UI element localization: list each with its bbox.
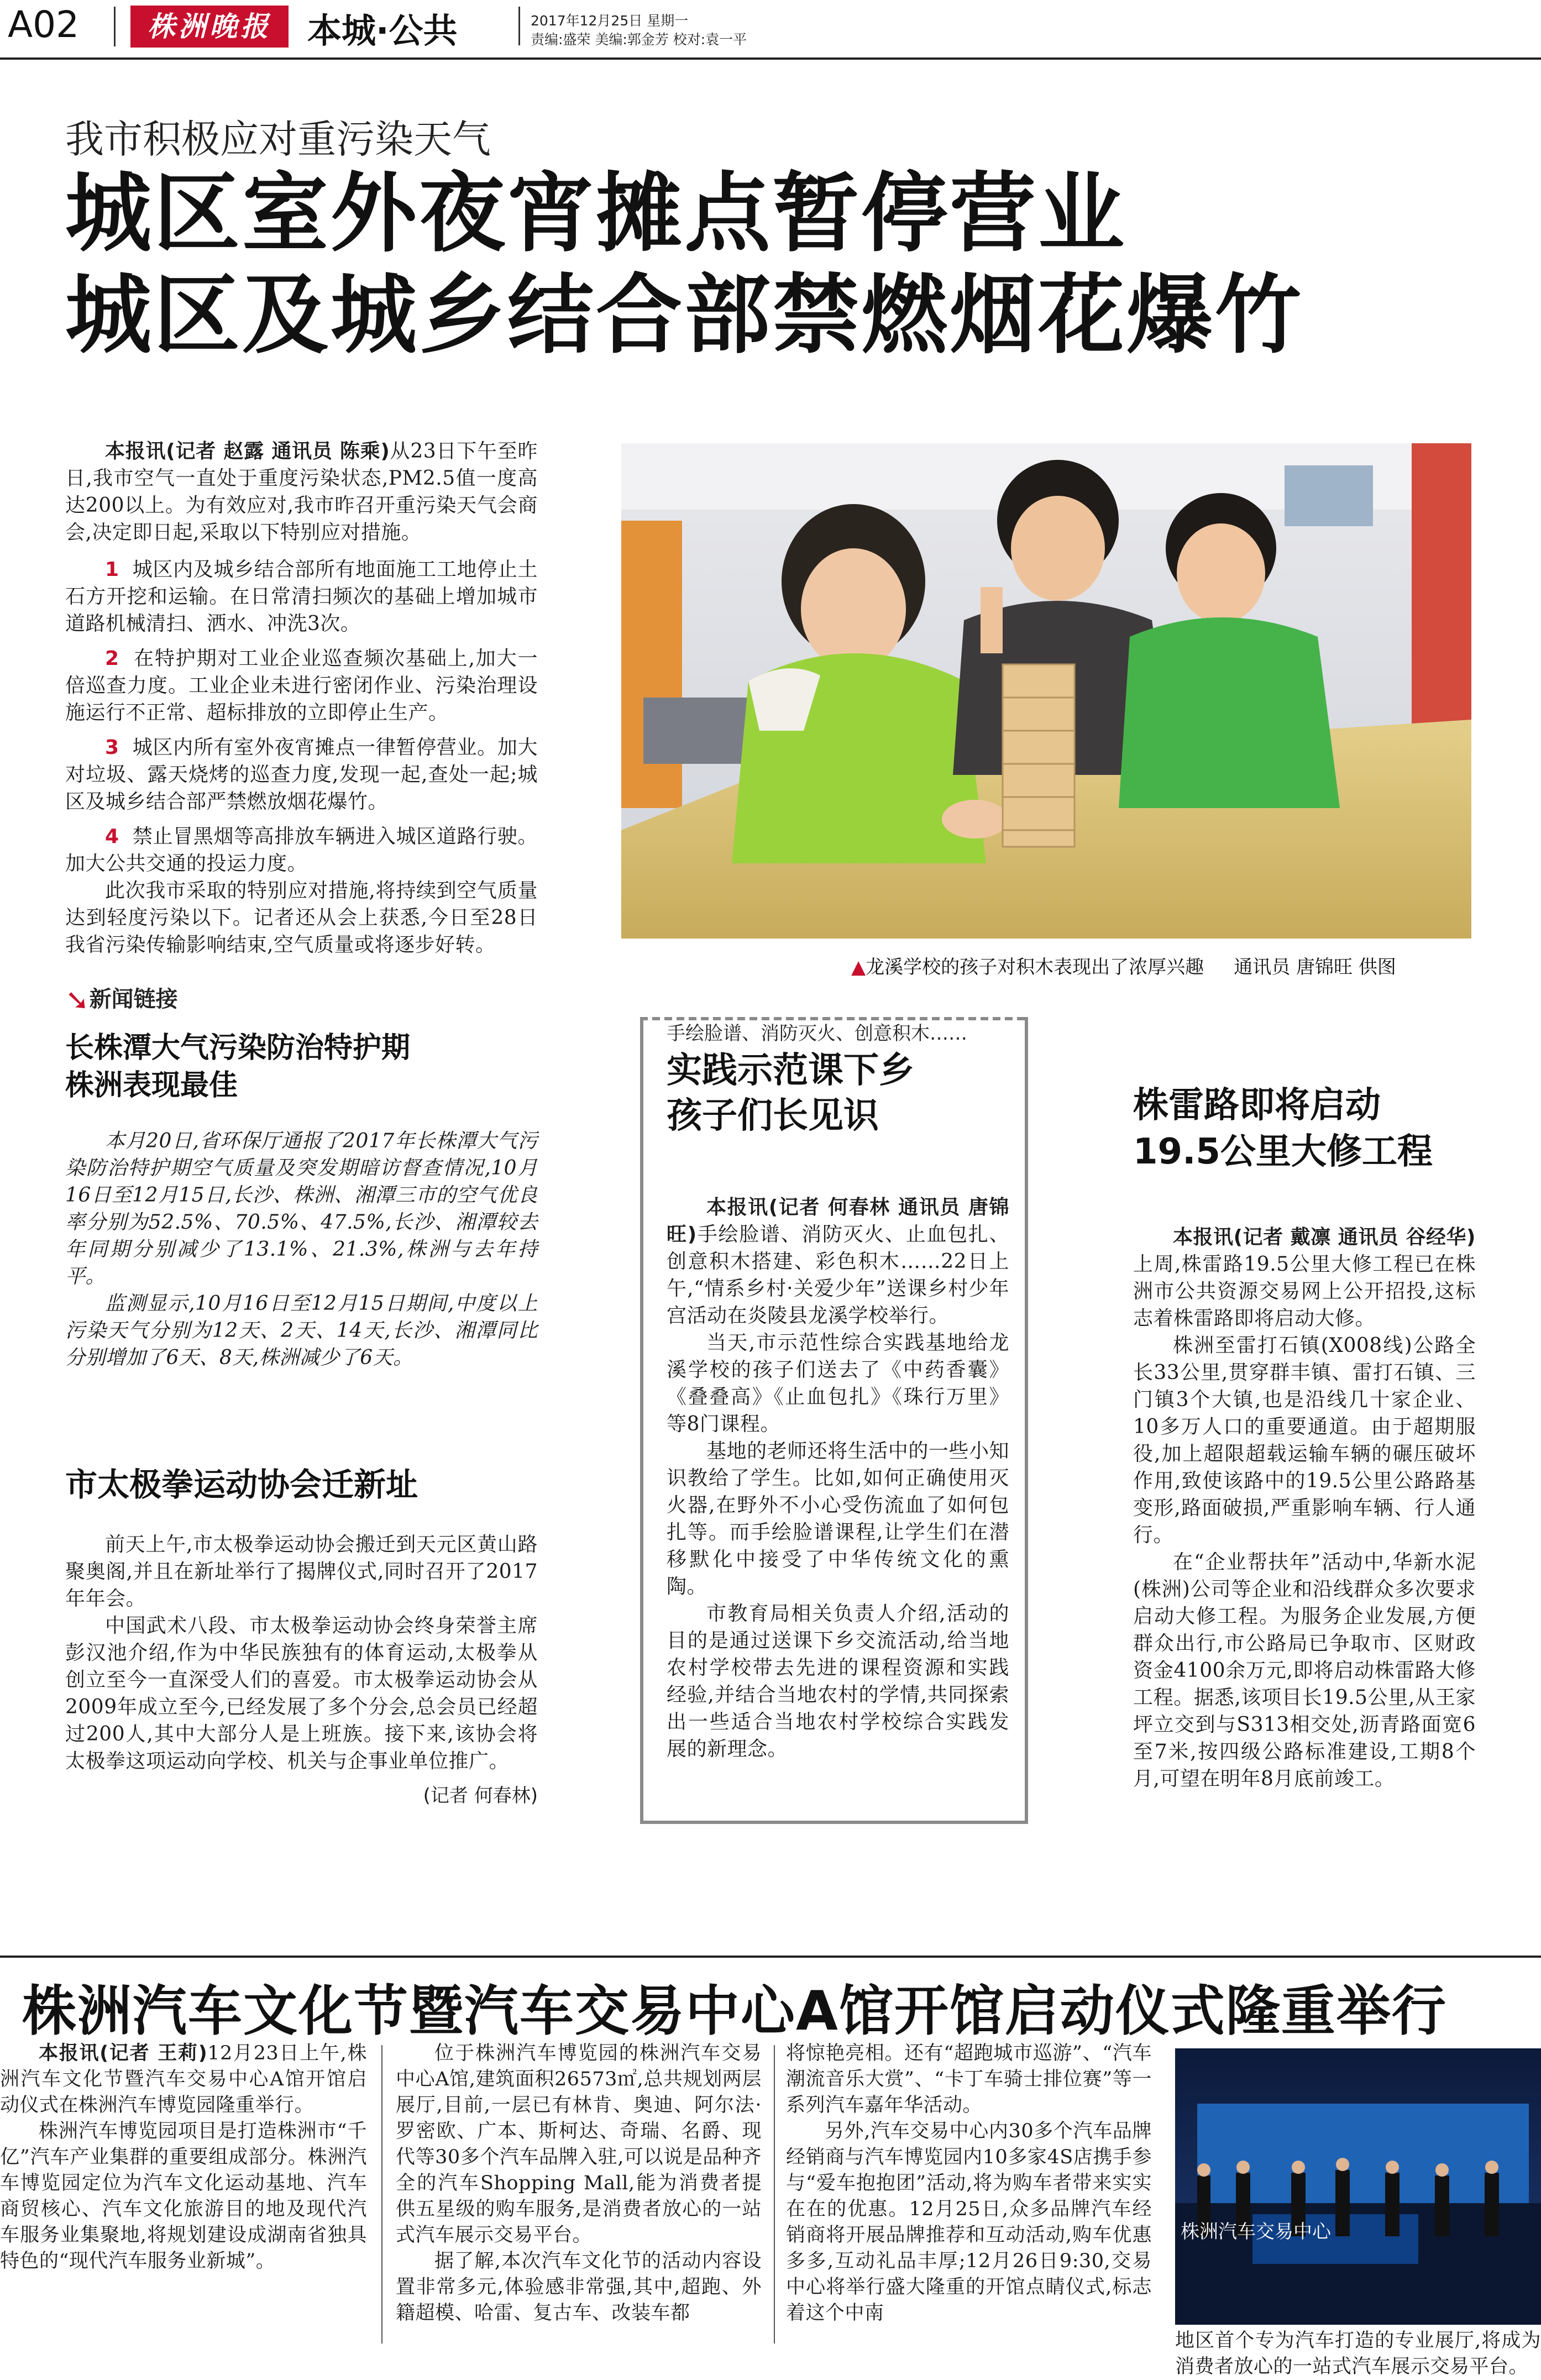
- section-rule: [0, 1956, 1541, 1958]
- byline: 本报讯(记者 戴凛 通讯员 谷经华): [1173, 1226, 1476, 1249]
- caption-triangle-icon: ▲: [851, 956, 866, 978]
- lead-headline-line2: 城区及城乡结合部禁燃烟花爆竹: [65, 265, 1303, 365]
- page-number: A02: [8, 3, 80, 46]
- arrow-icon: ➘: [65, 984, 90, 1017]
- stage-sign-text: 株洲汽车交易中心: [1181, 2221, 1331, 2243]
- news-link-title-line1: 长株潭大气污染防治特护期: [65, 1031, 411, 1065]
- newspaper-logo: 株洲晚报: [130, 6, 289, 48]
- lead-story-body: [65, 438, 538, 958]
- section-title: 本城·公共: [307, 11, 458, 51]
- road-body: 本报讯(记者 戴凛 通讯员 谷经华)上周,株雷路19.5公里大修工程已在株洲市公共资源交易网上公开招投,这标志着株雷路即将启动大修。 株洲至雷打石镇(X008线)公路全长33公里,贯穿群丰镇、雷打石镇、三门镇3个大镇,也是沿线几十家企业、10多万人口的重要通道。由于超期服役,加上超限超载运输车辆的碾压破坏作用,致使该路中的19.5公里公路路基变形,路面破损,严重影响车辆、行人通行。 在“企业帮扶年”活动中,华新水泥(株洲)公司等企业和沿线群众多次要求启动大修工程。为服务企业发展,方便群众出行,市公路局已争取市、区财政资金4100余万元,即将启动株雷路大修工程。据悉,该项目长19.5公里,从王家坪立交到与S313相交处,沥青路面宽6至7米,按四级公路标准建设,工期8个月,可望在明年8月底前竣工。: [1133, 1224, 1476, 1792]
- practice-body: 本报讯(记者 何春林 通讯员 唐锦旺)手绘脸谱、消防灭火、止血包扎、创意积木搭建、彩色积木……22日上午,“情系乡村·关爱少年”送课乡村少年宫活动在炎陵县龙溪学校举行。 当天,市示范性综合实践基地给龙溪学校的孩子们送去了《中药香囊》《叠叠高》《止血包扎》《珠行万里》等8门课程。 基地的老师还将生活中的一些小知识教给了学生。比如,如何正确使用灭火器,在野外不小心受伤流血了如何包扎等。而手绘脸谱课程,让学生们在潜移默化中接受了中华传统文化的熏陶。 市教育局相关负责人介绍,活动的目的是通过送课下乡交流活动,给当地农村学校带去先进的课程资源和实践经验,并结合当地农村的学情,共同探索出一些适合当地农村学校综合实践发展的新理念。: [667, 1194, 1009, 1763]
- measure-number: 3: [105, 736, 119, 759]
- lead-closing: 此次我市采取的特别应对措施,将持续到空气质量达到轻度污染以下。记者还从会上获悉,今日至28日我省污染传输影响结束,空气质量或将逐步好转。: [65, 879, 538, 956]
- auto-para: 株洲汽车博览园项目是打造株洲市“千亿”汽车产业集群的重要组成部分。株洲汽车博览园定位为汽车文化运动基地、汽车商贸核心、汽车文化旅游目的地及现代汽车服务业集聚地,将规划建设成湖南省独具特色的“现代汽车服务业新城”。: [0, 2120, 367, 2272]
- measure-text: 禁止冒黑烟等高排放车辆进入城区道路行驶。加大公共交通的投运力度。: [65, 825, 538, 875]
- column-divider: [381, 2045, 382, 2344]
- byline: 本报讯(记者 赵露 通讯员 陈乘): [105, 440, 390, 463]
- opening-ceremony-photo: [1175, 2048, 1541, 2325]
- auto-para: 位于株洲汽车博览园的株洲汽车交易中心A馆,建筑面积26573㎡,总共规划两层展厅,目前,一层已有林肯、奥迪、阿尔法·罗密欧、广本、斯柯达、奇瑞、名爵、现代等30多个汽车品牌入驻,可以说是品种齐全的汽车Shopping Mall,能为消费者提供五星级的购车服务,是消费者放心的一站式汽车展示交易平台。: [396, 2042, 762, 2246]
- issue-date: 2017年12月25日 星期一: [531, 13, 689, 29]
- taiji-article: [65, 1465, 538, 1807]
- editor-credits: 责编:盛荣 美编:郭金芳 校对:袁一平: [531, 32, 747, 48]
- taiji-title: 市太极拳运动协会迁新址: [65, 1466, 418, 1503]
- measure-number: 2: [105, 647, 119, 670]
- auto-col-1: 本报讯(记者 王莉)12月23日上午,株洲汽车文化节暨汽车交易中心A馆开馆启动仪式在株洲汽车博览园隆重举行。 株洲汽车博览园项目是打造株洲市“千亿”汽车产业集群的重要组成部分。株洲汽车博览园定位为汽车文化运动基地、汽车商贸核心、汽车文化旅游目的地及现代汽车服务业集聚地,将规划建设成湖南省独具特色的“现代汽车服务业新城”。: [0, 2041, 367, 2274]
- auto-para: 另外,汽车交易中心内30多个汽车品牌经销商与汽车博览园内10多家4S店携手参与“爱车抱抱团”活动,将为购车者带来实实在在的优惠。12月25日,众多品牌汽车经销商将开展品牌推荐和互动活动,购车优惠多多,互动礼品丰厚;12月26日9:30,交易中心将举行盛大隆重的开馆点睛仪式,标志着这个中南: [786, 2120, 1152, 2324]
- byline: 本报讯(记者 何春林 通讯员 唐锦旺): [667, 1196, 1009, 1246]
- practice-para: 基地的老师还将生活中的一些小知识教给了学生。比如,如何正确使用灭火器,在野外不小心受伤流血了如何包扎等。而手绘脸谱课程,让学生们在潜移默化中接受了中华传统文化的熏陶。: [667, 1440, 1009, 1598]
- auto-col-2: [396, 2041, 762, 2326]
- measure-number: 1: [105, 558, 119, 581]
- header-divider: [518, 7, 520, 45]
- lead-kicker: 我市积极应对重污染天气: [65, 117, 491, 162]
- auto-para: 据了解,本次汽车文化节的活动内容设置非常多元,体验感非常强,其中,超跑、外籍超模、哈雷、复古车、改装车都: [396, 2250, 762, 2324]
- practice-kicker: 手绘脸谱、消防灭火、创意积木……: [667, 1023, 967, 1045]
- auto-para: 地区首个专为汽车打造的专业展厅,将成为消费者放心的一站式汽车展示交易平台。: [1175, 2330, 1541, 2378]
- lead-headline-line1: 城区室外夜宵摊点暂停营业: [65, 163, 1126, 264]
- photo-credit: 通讯员 唐锦旺 供图: [1234, 956, 1396, 978]
- auto-col-4: [1175, 2328, 1541, 2380]
- lead-intro: 从23日下午至昨日,我市空气一直处于重度污染状态,PM2.5值一度高达200以上。为有效应对,我市昨召开重污染天气会商会,决定即日起,采取以下特别应对措施。: [65, 440, 538, 544]
- auto-festival-headline: 株洲汽车文化节暨汽车交易中心A馆开馆启动仪式隆重举行: [22, 1980, 1447, 2043]
- practice-para: 当天,市示范性综合实践基地给龙溪学校的孩子们送去了《中药香囊》《叠叠高》《止血包扎》《珠行万里》等8门课程。: [667, 1331, 1009, 1435]
- measure-number: 4: [105, 825, 119, 848]
- news-link-article: [65, 1029, 538, 1371]
- header-divider: [114, 7, 116, 46]
- road-para: 在“企业帮扶年”活动中,华新水泥(株洲)公司等企业和沿线群众多次要求启动大修工程。为服务企业发展,方便群众出行,市公路局已争取市、区财政资金4100余万元,即将启动株雷路大修工程。据悉,该项目长19.5公里,从王家坪立交到与S313相交处,沥青路面宽6至7米,按四级公路标准建设,工期8个月,可望在明年8月底前竣工。: [1133, 1551, 1476, 1790]
- photo-caption: [851, 952, 1396, 979]
- page-header: [0, 0, 1541, 53]
- taiji-para: 中国武术八段、市太极拳运动协会终身荣誉主席彭汉池介绍,作为中华民族独有的体育运动,太极拳从创立至今一直深受人们的喜爱。市太极拳运动协会从2009年成立至今,已经发展了多个分会,总会员已经超过200人,其中大部分人是上班族。接下来,该协会将太极拳这项运动向学校、机关与企事业单位推广。: [65, 1614, 538, 1773]
- header-rule: [0, 57, 1541, 60]
- practice-title-line2: 孩子们长见识: [667, 1095, 879, 1136]
- measure-text: 城区内及城乡结合部所有地面施工工地停止土石方开挖和运输。在日常清扫频次的基础上增加城市道路机械清扫、洒水、冲洗3次。: [65, 558, 538, 635]
- news-link-para: 监测显示,10月16日至12月15日期间,中度以上污染天气分别为12天、2天、14天,长沙、湘潭同比分别增加了6天、8天,株洲减少了6天。: [65, 1292, 538, 1369]
- news-link-label: ➘新闻链接: [65, 984, 178, 1017]
- taiji-signature: (记者 何春林): [423, 1785, 538, 1807]
- auto-para: 将惊艳亮相。还有“超跑城市巡游”、“汽车潮流音乐大赏”、“卡丁车骑士排位赛”等一系列汽车嘉年华活动。: [786, 2042, 1152, 2116]
- road-title-line1: 株雷路即将启动: [1133, 1085, 1381, 1126]
- news-link-title-line2: 株洲表现最佳: [65, 1069, 238, 1102]
- column-divider: [774, 2045, 775, 2344]
- road-para: 株洲至雷打石镇(X008线)公路全长33公里,贯穿群丰镇、雷打石镇、三门镇3个大镇,也是沿线几十家企业、10多万人口的重要通道。由于超期服役,加上超限超载运输车辆的碾压破坏作用,致使该路中的19.5公里公路路基变形,路面破损,严重影响车辆、行人通行。: [1133, 1334, 1476, 1547]
- auto-col-3: [786, 2041, 1152, 2326]
- practice-title-line1: 实践示范课下乡: [667, 1050, 914, 1091]
- news-link-para: 本月20日,省环保厅通报了2017年长株潭大气污染防治特护期空气质量及突发期暗访督查情况,10月16日至12月15日,长沙、株洲、湘潭三市的空气优良率分别为52.5%、70.5%、47.5%,长沙、湘潭较去年同期分别减少了13.1%、21.3%,株洲与去年持平。: [65, 1130, 538, 1288]
- byline: 本报讯(记者 王莉): [39, 2042, 208, 2064]
- road-title-line2: 19.5公里大修工程: [1133, 1131, 1433, 1172]
- measure-text: 城区内所有室外夜宵摊点一律暂停营业。加大对垃圾、露天烧烤的巡查力度,发现一起,查处一起;城区及城乡结合部严禁燃放烟花爆竹。: [65, 736, 538, 813]
- taiji-para: 前天上午,市太极拳运动协会搬迁到天元区黄山路聚奥阁,并且在新址举行了揭牌仪式,同时召开了2017年年会。: [65, 1533, 538, 1610]
- measure-text: 在特护期对工业企业巡查频次基础上,加大一倍巡查力度。工业企业未进行密闭作业、污染治理设施运行不正常、超标排放的立即停止生产。: [65, 647, 538, 724]
- practice-para: 市教育局相关负责人介绍,活动的目的是通过送课下乡交流活动,给当地农村学校带去先进的课程资源和实践经验,并结合当地农村的学情,共同探索出一些适合当地农村学校综合实践发展的新理念。: [667, 1602, 1009, 1760]
- children-blocks-photo: [621, 443, 1471, 939]
- caption-text: 龙溪学校的孩子对积木表现出了浓厚兴趣: [866, 956, 1204, 978]
